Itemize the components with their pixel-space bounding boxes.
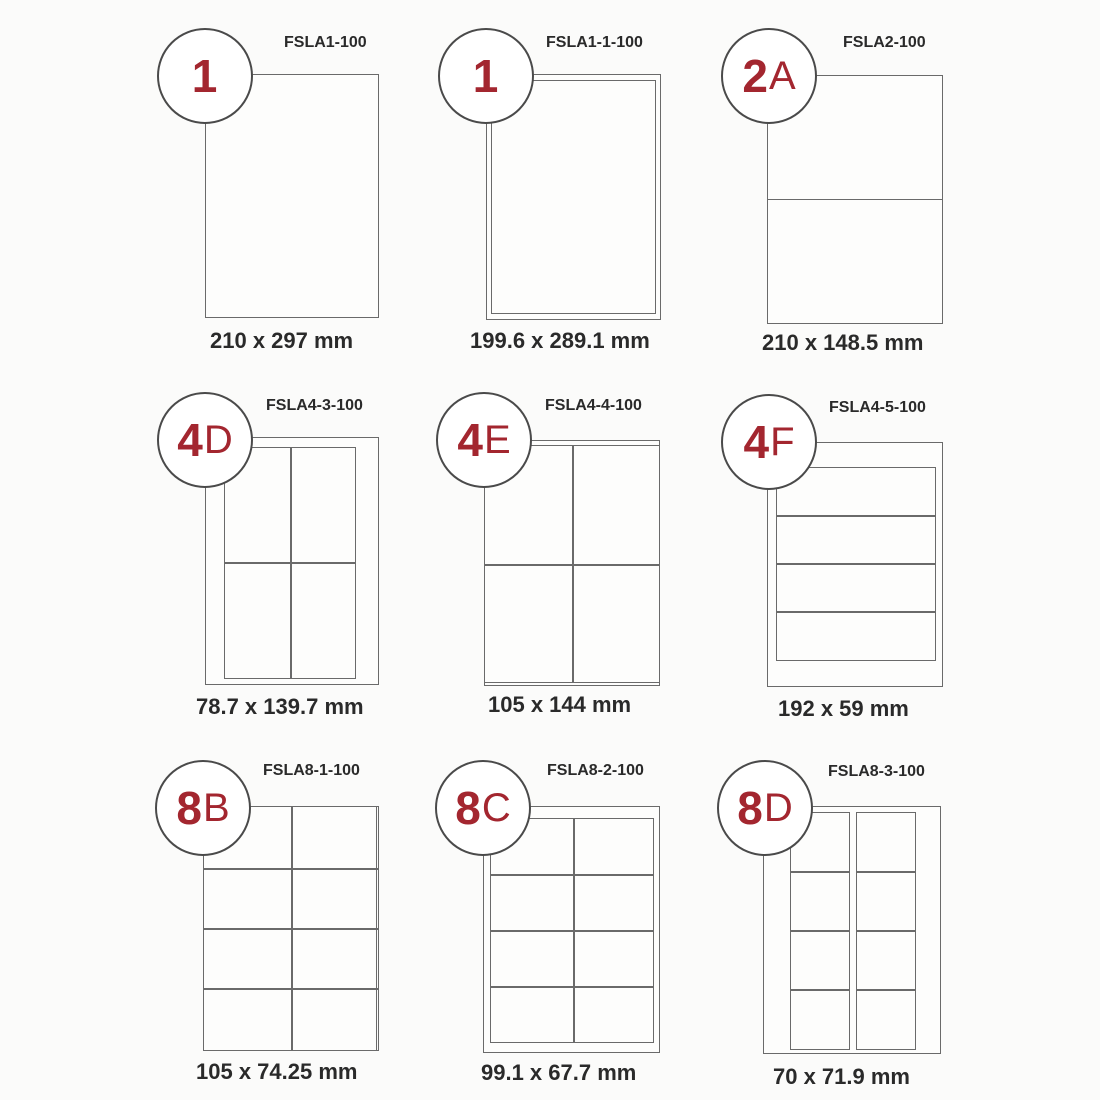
badge-letter: F — [770, 420, 795, 464]
badge-number: 4 — [177, 414, 203, 466]
label-size: 192 x 59 mm — [778, 696, 909, 721]
product-code: FSLA8-1-100 — [263, 762, 360, 779]
product-code: FSLA4-3-100 — [266, 397, 363, 414]
label-cell — [573, 986, 654, 1043]
label-cell — [790, 989, 850, 1050]
product-code: FSLA1-1-100 — [546, 34, 643, 51]
badge-letter: E — [483, 418, 511, 462]
label-size: 199.6 x 289.1 mm — [470, 328, 650, 353]
label-size: 105 x 74.25 mm — [196, 1059, 358, 1084]
label-cell — [776, 611, 936, 661]
badge-letter: D — [203, 418, 233, 462]
label-cell — [291, 868, 379, 930]
label-cell — [490, 930, 575, 988]
label-cell — [491, 80, 656, 314]
label-cell — [776, 515, 936, 565]
label-cell — [856, 930, 916, 991]
label-cell — [573, 874, 654, 932]
label-size: 99.1 x 67.7 mm — [481, 1060, 637, 1085]
label-cell — [203, 868, 293, 930]
layout-badge — [438, 28, 534, 124]
badge-number: 8 — [176, 782, 202, 834]
label-cell — [291, 806, 379, 870]
label-cell — [776, 563, 936, 613]
badge-number: 8 — [455, 782, 481, 834]
label-cell — [573, 818, 654, 876]
layout-badge — [717, 760, 813, 856]
layout-badge — [435, 760, 531, 856]
product-code: FSLA1-100 — [284, 34, 367, 51]
product-code: FSLA4-5-100 — [829, 399, 926, 416]
badge-letter: B — [202, 786, 230, 830]
layout-badge — [157, 28, 253, 124]
product-code: FSLA8-2-100 — [547, 762, 644, 779]
label-cell — [572, 445, 660, 566]
label-cell — [224, 562, 292, 679]
product-code: FSLA4-4-100 — [545, 397, 642, 414]
label-cell — [572, 564, 660, 683]
product-code: FSLA2-100 — [843, 34, 926, 51]
label-cell — [290, 447, 356, 564]
label-cell — [203, 988, 293, 1051]
badge-letter: A — [768, 54, 796, 98]
badge-number: 1 — [191, 50, 218, 102]
label-cell — [484, 564, 574, 683]
product-code: FSLA8-3-100 — [828, 763, 925, 780]
badge-number: 8 — [737, 782, 763, 834]
layout-badge — [155, 760, 251, 856]
label-cell — [291, 988, 379, 1051]
label-size: 210 x 297 mm — [210, 328, 354, 353]
label-cell — [203, 928, 293, 990]
label-cell — [290, 562, 356, 679]
label-size: 105 x 144 mm — [488, 692, 632, 717]
label-cell — [573, 930, 654, 988]
badge-number: 4 — [457, 414, 483, 466]
label-cell — [856, 871, 916, 932]
layout-badge — [436, 392, 532, 488]
label-cell — [291, 928, 379, 990]
badge-letter: C — [481, 786, 511, 830]
layout-badge — [721, 394, 817, 490]
badge-letter: D — [763, 786, 793, 830]
label-cell — [856, 989, 916, 1050]
badge-number: 1 — [472, 50, 499, 102]
layout-badge — [157, 392, 253, 488]
label-cell — [856, 812, 916, 873]
label-cell — [490, 986, 575, 1043]
badge-number: 2 — [742, 50, 768, 102]
label-size: 70 x 71.9 mm — [773, 1064, 910, 1089]
layout-badge — [721, 28, 817, 124]
label-cell — [490, 874, 575, 932]
label-cell — [790, 930, 850, 991]
label-size: 210 x 148.5 mm — [762, 330, 924, 355]
label-cell — [790, 871, 850, 932]
label-size: 78.7 x 139.7 mm — [196, 694, 364, 719]
badge-number: 4 — [743, 416, 770, 468]
